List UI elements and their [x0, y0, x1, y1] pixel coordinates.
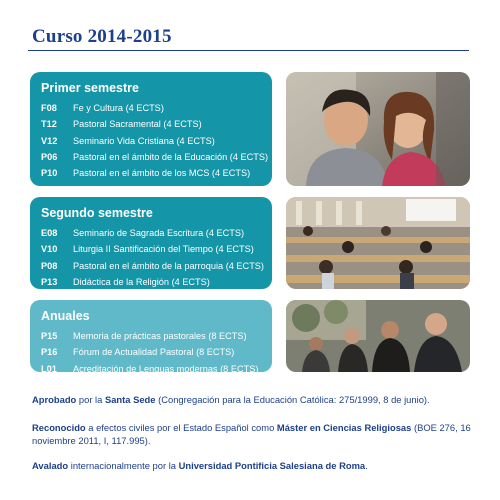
- course-name: Fe y Cultura (4 ECTS): [73, 103, 164, 113]
- course-code: F08: [41, 103, 57, 113]
- exam-hall-photo: [286, 197, 470, 289]
- course-name: Pastoral en el ámbito de la parroquia (4 ECTS): [73, 260, 264, 271]
- panel-anuales: [30, 300, 272, 372]
- section-heading: Primer semestre: [41, 81, 139, 95]
- students-photo: [286, 72, 470, 186]
- course-code: T12: [41, 119, 57, 130]
- note-text: (Congregación para la Educación Católica: 275/1999, 8 de junio).: [155, 394, 430, 405]
- note-text: (BOE 276, 16 noviembre 2011, I, 117.995).: [32, 422, 471, 446]
- recognition-note: [32, 421, 472, 447]
- course-name: Pastoral en el ámbito de la Educación (4 ECTS): [73, 151, 269, 162]
- note-emphasis: Reconocido: [32, 422, 86, 433]
- note-emphasis: Avalado: [32, 460, 69, 471]
- course-name: Seminario Vida Cristiana (4 ECTS): [73, 135, 215, 146]
- approval-note: [32, 393, 472, 406]
- course-name: Fórum de Actualidad Pastoral (8 ECTS): [73, 347, 235, 358]
- course-name: Pastoral en el ámbito de los MCS (4 ECTS): [73, 168, 251, 179]
- section-heading: Anuales: [41, 309, 90, 323]
- course-row: [41, 344, 262, 360]
- note-text: a efectos civiles por el Estado Español como: [85, 422, 277, 433]
- title-divider: [28, 50, 469, 51]
- course-code: P15: [41, 331, 58, 341]
- course-code: L01: [41, 363, 57, 374]
- note-emphasis: Máster en Ciencias Religiosas: [276, 422, 412, 433]
- course-code: P06: [41, 151, 58, 162]
- course-code: P13: [41, 276, 58, 287]
- page-title: Curso 2014-2015: [32, 26, 172, 47]
- note-emphasis: Aprobado: [32, 394, 77, 405]
- course-name: Didáctica de la Religión (4 ECTS): [73, 276, 210, 287]
- course-code: P16: [41, 347, 58, 358]
- note-text: internacionalmente por la: [68, 460, 179, 471]
- course-name: Acreditación de Lenguas modernas (8 ECTS): [73, 363, 259, 374]
- course-row: [41, 328, 262, 344]
- course-name: Seminario de Sagrada Escritura (4 ECTS): [73, 228, 245, 238]
- course-row: [41, 133, 262, 149]
- course-row: [41, 116, 262, 132]
- note-emphasis: Santa Sede: [104, 394, 156, 405]
- course-row: [41, 274, 262, 290]
- course-name: Liturgia II Santificación del Tiempo (4 ECTS): [73, 244, 254, 255]
- course-code: E08: [41, 228, 58, 238]
- note-text: .: [365, 460, 368, 471]
- course-row: [41, 241, 262, 257]
- group-photo: [286, 300, 470, 372]
- panel-segundo-semestre: [30, 197, 272, 289]
- course-row: [41, 100, 262, 116]
- endorsement-note: [32, 459, 472, 472]
- course-name: Pastoral Sacramental (4 ECTS): [73, 119, 202, 130]
- course-row: [41, 258, 262, 274]
- note-emphasis: Universidad Pontificia Salesiana de Roma: [178, 460, 366, 471]
- course-code: V12: [41, 135, 58, 146]
- course-row: [41, 361, 262, 377]
- note-text: por la: [76, 394, 105, 405]
- course-row: [41, 165, 262, 181]
- panel-primer-semestre: [30, 72, 272, 186]
- course-row: [41, 225, 262, 241]
- course-code: P10: [41, 168, 58, 179]
- course-name: Memoria de prácticas pastorales (8 ECTS): [73, 331, 247, 341]
- course-code: P08: [41, 260, 58, 271]
- section-heading: Segundo semestre: [41, 206, 153, 220]
- course-code: V10: [41, 244, 58, 255]
- course-row: [41, 149, 269, 165]
